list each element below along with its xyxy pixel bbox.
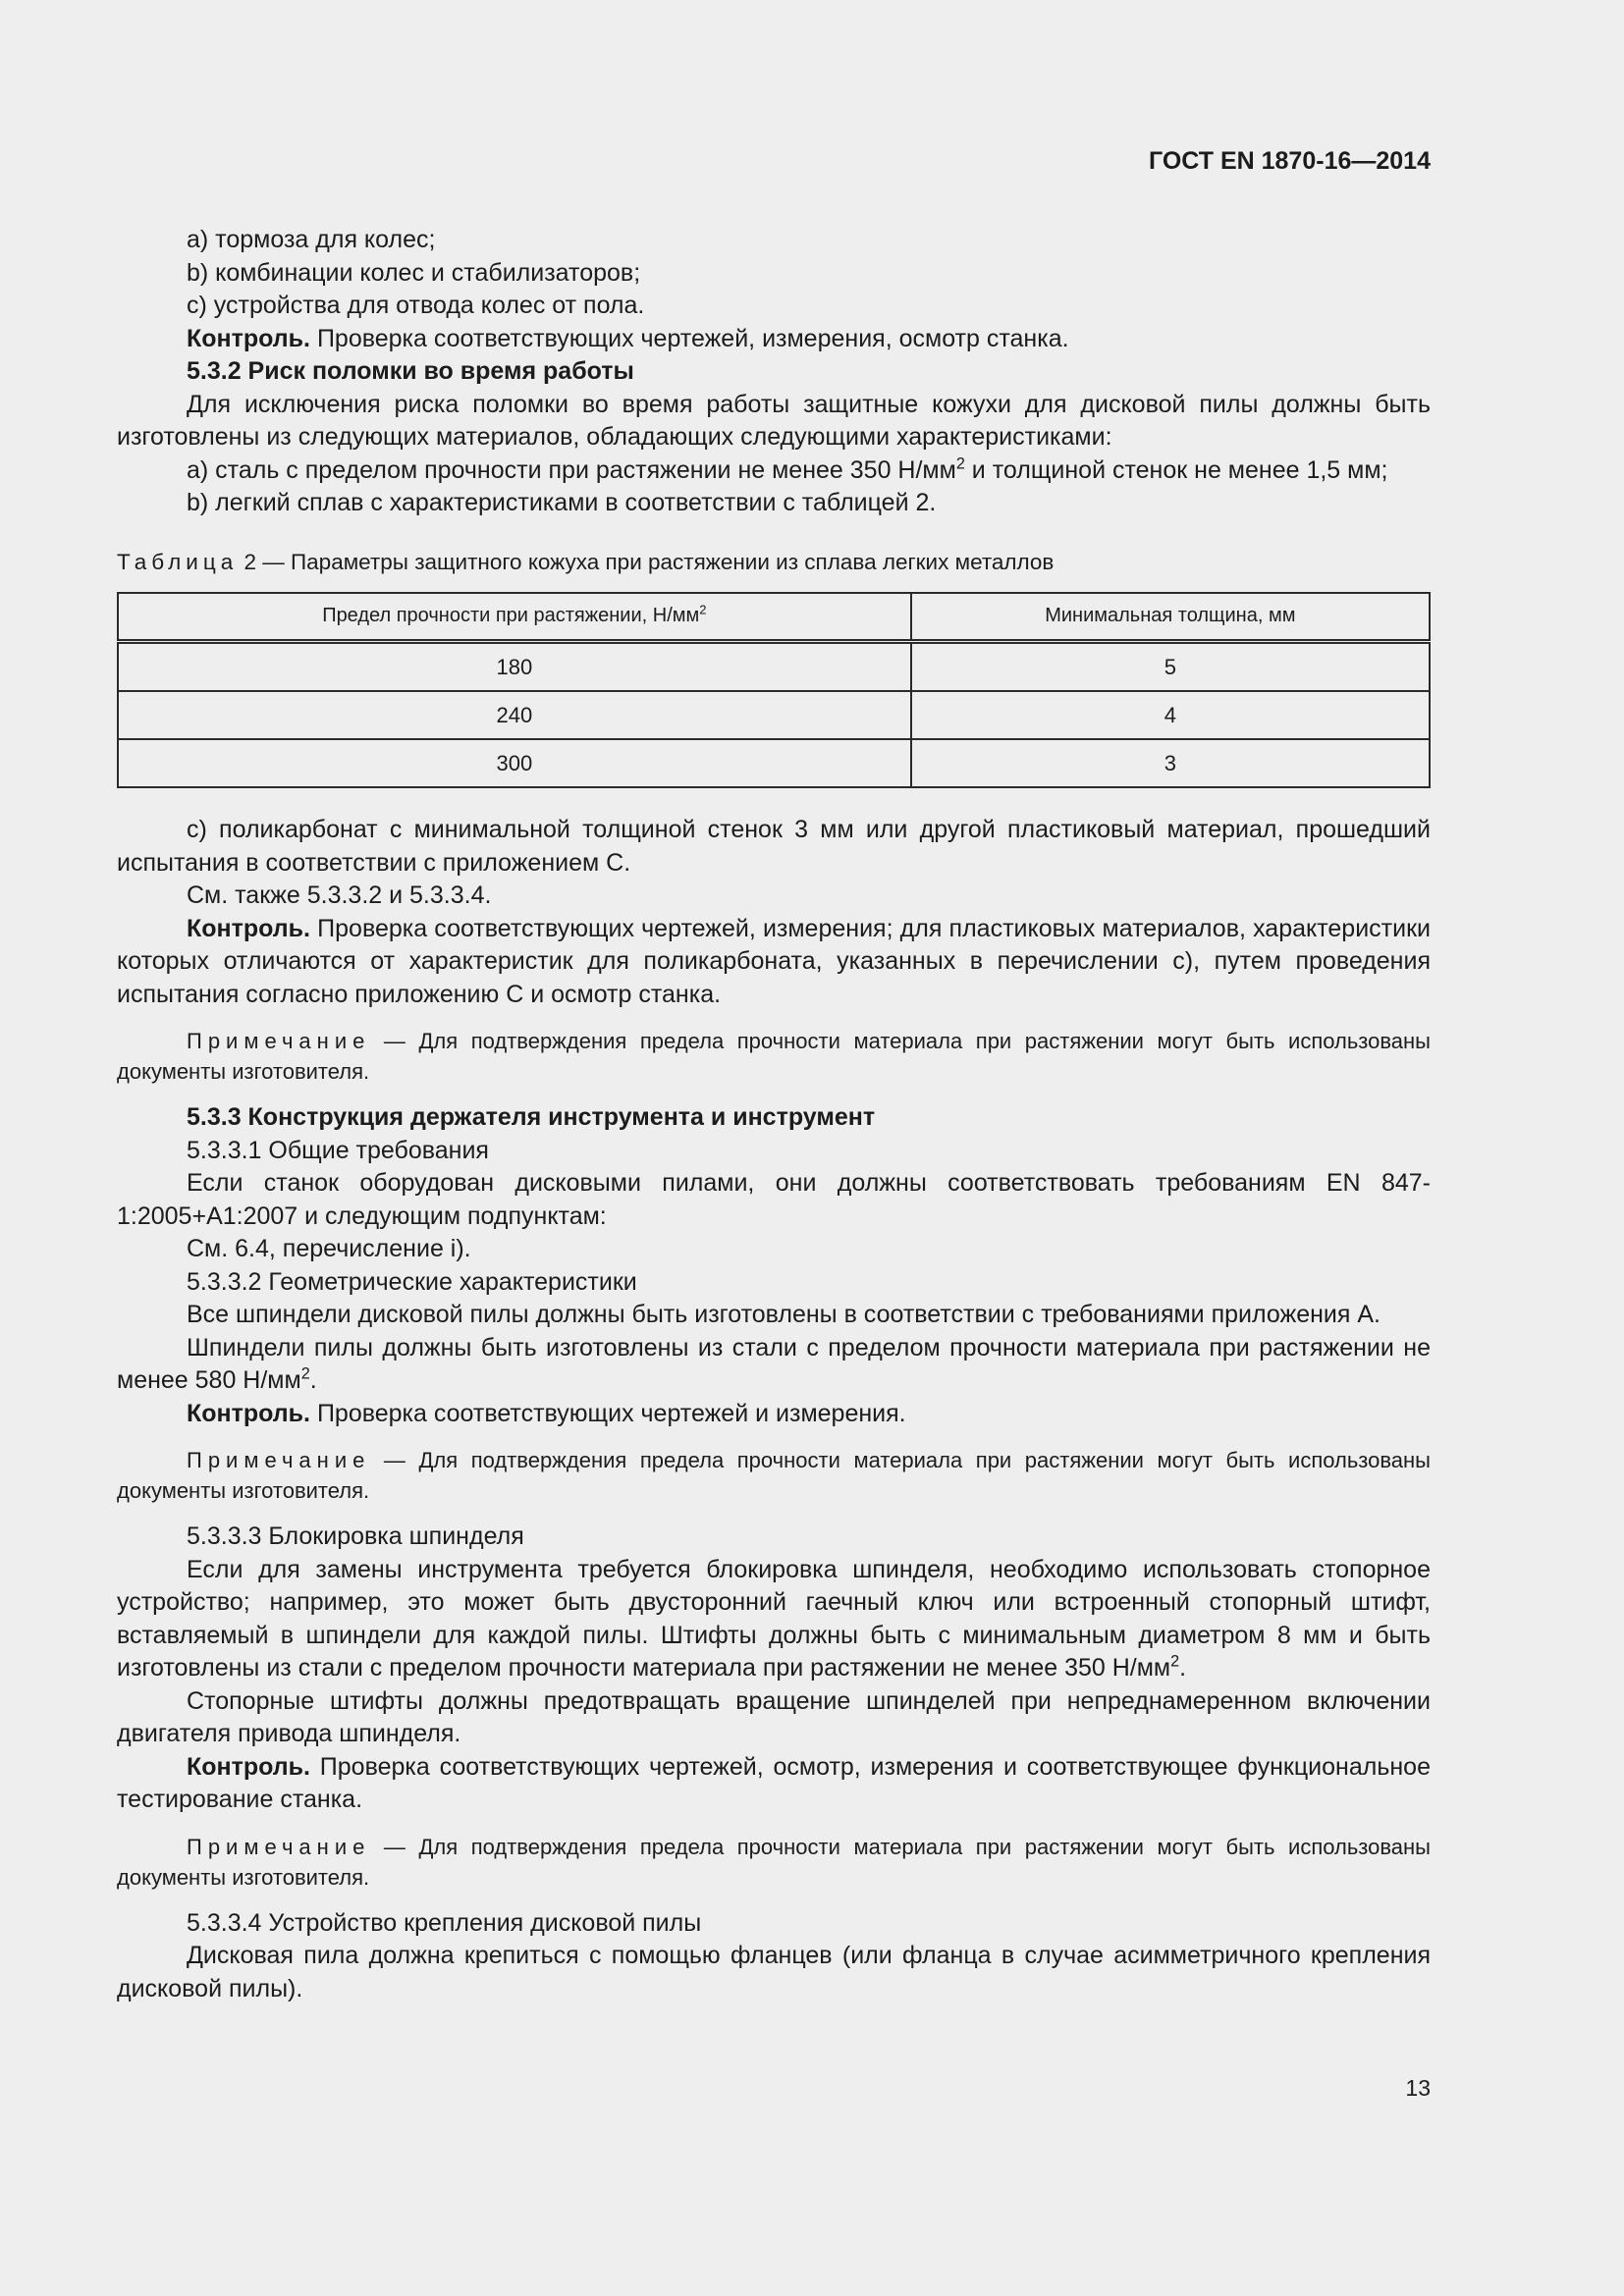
control-label: Контроль. [187, 1752, 310, 1781]
section-heading-5-3-2: 5.3.2 Риск поломки во время работы [187, 357, 634, 385]
material-item-a-text-end: и толщиной стенок не менее 1,5 мм; [964, 455, 1388, 484]
table-row [118, 691, 1430, 739]
table-2 [117, 592, 1431, 788]
table-cell: 4 [911, 691, 1430, 739]
control-paragraph [117, 913, 1431, 1012]
control-label: Контроль. [187, 1399, 310, 1427]
subsection-text: Стопорные штифты должны предотвращать вращение шпинделей при непреднамеренном включении двигателя привода шпинделя. [117, 1686, 1431, 1747]
table-cell: 3 [911, 739, 1430, 787]
note-label: Примечание [187, 1834, 371, 1859]
subsection-text-end: . [1179, 1654, 1187, 1682]
control-text: Проверка соответствующих чертежей и измерения. [310, 1399, 906, 1427]
table-row [118, 642, 1430, 692]
superscript: 2 [1170, 1652, 1180, 1671]
see-also: См. также 5.3.3.2 и 5.3.3.4. [187, 881, 492, 909]
table-cell: 5 [911, 642, 1430, 692]
subsection-text [117, 1554, 1431, 1685]
control-text: Проверка соответствующих чертежей, осмотр, измерения и соответствующее функциональное тестирование станка. [117, 1752, 1431, 1813]
control-text: Проверка соответствующих чертежей, измерения, осмотр станка. [310, 324, 1069, 352]
subsection-title-5-3-3-2: 5.3.3.2 Геометрические характеристики [187, 1267, 637, 1296]
table-header-row [118, 593, 1430, 642]
note-text: — Для подтверждения предела прочности материала при растяжении могут быть использованы документы изготовителя. [117, 1834, 1431, 1890]
control-text: Проверка соответствующих чертежей, измерения; для пластиковых материалов, характеристики которых отличаются от характеристик для поликарбоната, указанных в перечислении c), путем проведения испытания согласно приложению C и осмотр станка. [117, 914, 1431, 1008]
page-content [117, 224, 1431, 2005]
table-cell: 240 [118, 691, 911, 739]
control-label: Контроль. [187, 324, 310, 352]
list-item-a: a) тормоза для колес; [187, 226, 436, 253]
note [117, 1026, 1431, 1087]
note-text: — Для подтверждения предела прочности материала при растяжении могут быть использованы документы изготовителя. [117, 1029, 1431, 1084]
subsection-title-5-3-3-1: 5.3.3.1 Общие требования [187, 1136, 489, 1164]
material-item-b: b) легкий сплав с характеристиками в соответствии с таблицей 2. [187, 489, 937, 516]
list-item-b: b) комбинации колес и стабилизаторов; [187, 258, 641, 287]
note-label: Примечание [187, 1448, 371, 1472]
table-caption-label: Таблица [117, 549, 239, 574]
table-row [118, 739, 1430, 787]
header-tensile-strength-text: Предел прочности при растяжении, Н/мм [322, 605, 700, 627]
note [117, 1445, 1431, 1506]
note-label: Примечание [187, 1029, 371, 1053]
subsection-text: Если станок оборудован дисковыми пилами, они должны соответствовать требованиям EN 847-1:2005+A1:2007 и следующим подпунктам: [117, 1169, 1431, 1230]
superscript: 2 [955, 454, 965, 473]
table-cell: 300 [118, 739, 911, 787]
control-paragraph [117, 1751, 1431, 1817]
control-label: Контроль. [187, 914, 310, 942]
list-item-c: c) устройства для отвода колес от пола. [187, 292, 645, 319]
section-intro: Для исключения риска поломки во время работы защитные кожухи для дисковой пилы должны быть изготовлены из следующих материалов, обладающих следующими характеристиками: [117, 390, 1431, 451]
subsection-text: Дисковая пила должна крепиться с помощью фланцев (или фланца в случае асимметричного крепления дисковой пилы). [117, 1942, 1431, 2002]
material-item-c: c) поликарбонат с минимальной толщиной стенок 3 мм или другой пластиковый материал, прошедший испытания в соответствии с приложением C. [117, 816, 1431, 877]
note-text: — Для подтверждения предела прочности материала при растяжении могут быть использованы документы изготовителя. [117, 1448, 1431, 1503]
table-caption-text: 2 — Параметры защитного кожуха при растяжении из сплава легких металлов [238, 549, 1055, 574]
subsection-title-5-3-3-3: 5.3.3.3 Блокировка шпинделя [187, 1522, 524, 1550]
section-heading-5-3-3: 5.3.3 Конструкция держателя инструмента и инструмент [187, 1103, 876, 1131]
header-min-thickness: Минимальная толщина, мм [911, 593, 1430, 642]
material-item-a-text: a) сталь с пределом прочности при растяжении не менее 350 Н/мм [187, 455, 956, 484]
standard-code: ГОСТ EN 1870-16—2014 [1149, 147, 1431, 175]
subsection-text-part: Шпиндели пилы должны быть изготовлены из стали с пределом прочности материала при растяжении не менее 580 Н/мм [117, 1333, 1431, 1394]
see-also: См. 6.4, перечисление i). [187, 1235, 471, 1262]
page-number: 13 [1405, 2075, 1431, 2101]
table-cell: 180 [118, 642, 911, 692]
material-item-a [117, 454, 1431, 488]
header-tensile-strength [118, 593, 911, 642]
note [117, 1832, 1431, 1893]
control-paragraph [117, 323, 1431, 356]
superscript: 2 [300, 1364, 310, 1383]
subsection-text [117, 1332, 1431, 1398]
control-paragraph [117, 1398, 1431, 1431]
subsection-text-end: . [309, 1366, 317, 1394]
superscript: 2 [699, 602, 707, 617]
subsection-title-5-3-3-4: 5.3.3.4 Устройство крепления дисковой пилы [187, 1908, 702, 1937]
table-caption [117, 546, 1431, 579]
subsection-text-part: Если для замены инструмента требуется блокировка шпинделя, необходимо использовать стопорное устройство; например, это может быть двусторонний гаечный ключ или встроенный стопорный штифт, вставляемый в шпиндели для каждой пилы. Штифты должны быть с минимальным диаметром 8 мм и быть изготовлены из стали с пределом прочности материала при растяжении не менее 350 Н/мм [117, 1555, 1431, 1682]
subsection-text: Все шпиндели дисковой пилы должны быть изготовлены в соответствии с требованиями приложения A. [187, 1301, 1380, 1328]
